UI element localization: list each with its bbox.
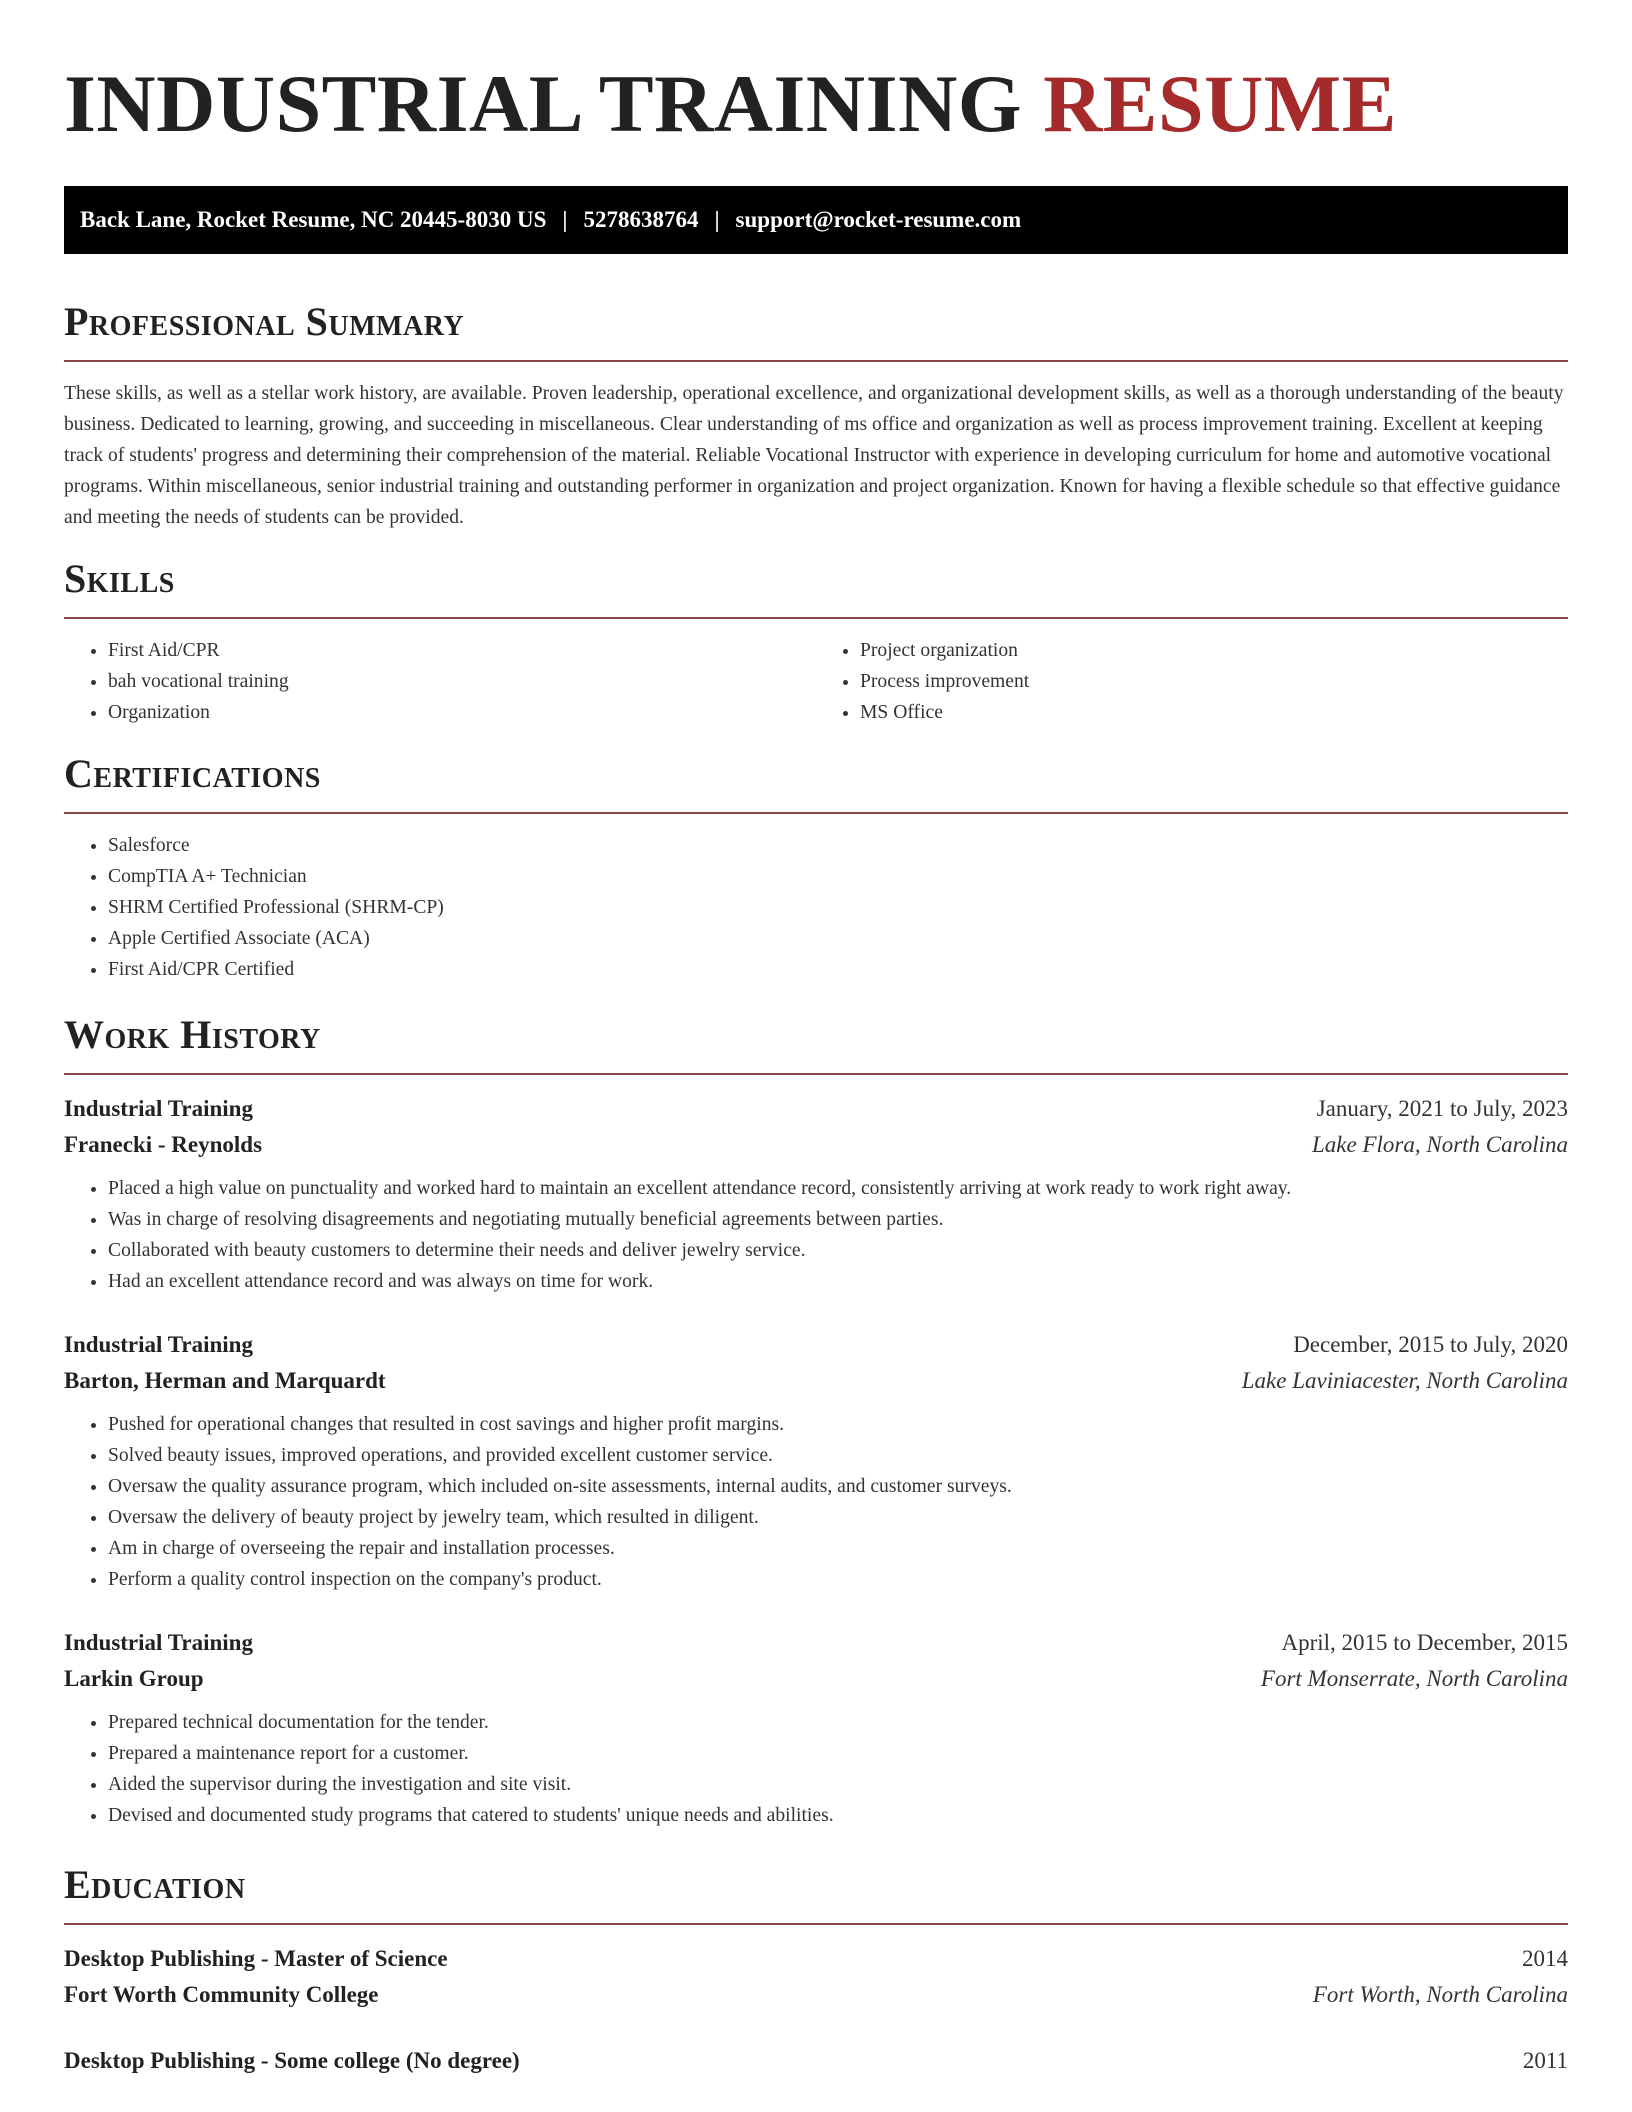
summary-section bbox=[64, 298, 1568, 533]
job-bullet: • Had an excellent attendance record and was always on time for work. bbox=[108, 1266, 1568, 1297]
job-title: Industrial Training bbox=[64, 1096, 253, 1121]
section-divider bbox=[64, 1923, 1568, 1925]
job-company-row bbox=[64, 1127, 1568, 1163]
contact-email[interactable]: support@rocket-resume.com bbox=[735, 207, 1022, 232]
job-dates: December, 2015 to July, 2020 bbox=[1293, 1332, 1568, 1357]
job-dates: January, 2021 to July, 2023 bbox=[1316, 1096, 1568, 1121]
job-entry bbox=[64, 1091, 1568, 1297]
job-bullet: • Prepared a maintenance report for a customer. bbox=[108, 1738, 1568, 1769]
job-bullet: • Am in charge of overseeing the repair and installation processes. bbox=[108, 1533, 1568, 1564]
job-title-row bbox=[64, 1327, 1568, 1363]
education-degree-row bbox=[64, 1941, 1568, 1977]
skill-item: • bah vocational training bbox=[108, 666, 816, 697]
job-dates: April, 2015 to December, 2015 bbox=[1281, 1630, 1568, 1655]
work-history-section bbox=[64, 1011, 1568, 1831]
job-title-row bbox=[64, 1625, 1568, 1661]
job-bullet: • Placed a high value on punctuality and worked hard to maintain an excellent attendance record, consistently arriving at work ready to work right away. bbox=[108, 1173, 1568, 1204]
job-entry bbox=[64, 1327, 1568, 1595]
job-bullet: • Aided the supervisor during the investigation and site visit. bbox=[108, 1769, 1568, 1800]
certification-item: • Apple Certified Associate (ACA) bbox=[108, 923, 1568, 954]
education-year: 2011 bbox=[1522, 2048, 1568, 2073]
education-heading: Education bbox=[64, 1862, 246, 1907]
job-company: Barton, Herman and Marquardt bbox=[64, 1368, 386, 1393]
resume-title bbox=[64, 0, 1568, 152]
education-section bbox=[64, 1861, 1568, 2079]
job-company-row bbox=[64, 1363, 1568, 1399]
certification-item: • First Aid/CPR Certified bbox=[108, 954, 1568, 985]
title-main: INDUSTRIAL TRAINING bbox=[64, 58, 1023, 149]
section-divider bbox=[64, 812, 1568, 814]
education-degree-row bbox=[64, 2043, 1568, 2079]
skill-item: • MS Office bbox=[860, 697, 1568, 728]
skills-section bbox=[64, 555, 1568, 728]
contact-address: Back Lane, Rocket Resume, NC 20445-8030 US bbox=[80, 207, 547, 232]
education-degree: Desktop Publishing - Master of Science bbox=[64, 1946, 448, 1971]
education-school: Fort Worth Community College bbox=[64, 1982, 379, 2007]
education-degree: Desktop Publishing - Some college (No degree) bbox=[64, 2048, 520, 2073]
certifications-heading: Certifications bbox=[64, 751, 321, 796]
job-entry bbox=[64, 1625, 1568, 1831]
certification-item: • CompTIA A+ Technician bbox=[108, 861, 1568, 892]
section-divider bbox=[64, 617, 1568, 619]
job-bullets bbox=[64, 1173, 1568, 1297]
job-bullet: • Solved beauty issues, improved operations, and provided excellent customer service. bbox=[108, 1440, 1568, 1471]
job-title: Industrial Training bbox=[64, 1332, 253, 1357]
contact-separator: | bbox=[714, 207, 720, 232]
work-history-heading: Work History bbox=[64, 1012, 321, 1057]
skill-item: • Project organization bbox=[860, 635, 1568, 666]
job-bullets bbox=[64, 1409, 1568, 1595]
section-divider bbox=[64, 360, 1568, 362]
title-accent: RESUME bbox=[1043, 58, 1397, 149]
job-location: Lake Flora, North Carolina bbox=[1312, 1132, 1568, 1157]
skill-item: • Process improvement bbox=[860, 666, 1568, 697]
certification-item: • SHRM Certified Professional (SHRM-CP) bbox=[108, 892, 1568, 923]
contact-separator: | bbox=[562, 207, 568, 232]
education-location: Fort Worth, North Carolina bbox=[1312, 1982, 1568, 2007]
contact-bar bbox=[64, 186, 1568, 254]
skills-grid bbox=[64, 635, 1568, 728]
education-school-row bbox=[64, 1977, 1568, 2013]
summary-heading: Professional Summary bbox=[64, 299, 465, 344]
job-title-row bbox=[64, 1091, 1568, 1127]
job-bullet: • Perform a quality control inspection on the company's product. bbox=[108, 1564, 1568, 1595]
job-location: Lake Laviniacester, North Carolina bbox=[1241, 1368, 1568, 1393]
skills-heading: Skills bbox=[64, 556, 175, 601]
certification-item: • Salesforce bbox=[108, 830, 1568, 861]
job-bullet: • Was in charge of resolving disagreements and negotiating mutually beneficial agreements between parties. bbox=[108, 1204, 1568, 1235]
job-bullet: • Oversaw the delivery of beauty project by jewelry team, which resulted in diligent. bbox=[108, 1502, 1568, 1533]
skills-list-left bbox=[64, 635, 816, 728]
job-bullet: • Devised and documented study programs that catered to students' unique needs and abilities. bbox=[108, 1800, 1568, 1831]
job-title: Industrial Training bbox=[64, 1630, 253, 1655]
contact-phone[interactable]: 5278638764 bbox=[583, 207, 699, 232]
skill-item: • Organization bbox=[108, 697, 816, 728]
job-bullet: • Collaborated with beauty customers to determine their needs and deliver jewelry service. bbox=[108, 1235, 1568, 1266]
certifications-list bbox=[64, 830, 1568, 985]
section-divider bbox=[64, 1073, 1568, 1075]
skills-list-right bbox=[816, 635, 1568, 728]
job-company-row bbox=[64, 1661, 1568, 1697]
education-entry bbox=[64, 1941, 1568, 2013]
job-company: Franecki - Reynolds bbox=[64, 1132, 263, 1157]
job-bullet: • Pushed for operational changes that resulted in cost savings and higher profit margins. bbox=[108, 1409, 1568, 1440]
education-entry bbox=[64, 2043, 1568, 2079]
education-year: 2014 bbox=[1522, 1946, 1568, 1971]
job-bullet: • Oversaw the quality assurance program, which included on-site assessments, internal audits, and customer surveys. bbox=[108, 1471, 1568, 1502]
certifications-section bbox=[64, 750, 1568, 985]
job-company: Larkin Group bbox=[64, 1666, 204, 1691]
job-location: Fort Monserrate, North Carolina bbox=[1260, 1666, 1568, 1691]
skill-item: • First Aid/CPR bbox=[108, 635, 816, 666]
summary-text: These skills, as well as a stellar work history, are available. Proven leadership, operational excellence, and organizational development skills, as well as a thorough understanding of the beauty business. Dedicated to learning, growing, and succeeding in miscellaneous. Clear understanding of ms office and organization as well as process improvement training. Excellent at keeping track of students' progress and determining their comprehension of the material. Reliable Vocational Instructor with experience in developing curriculum for home and automotive vocational programs. Within miscellaneous, senior industrial training and outstanding performer in organization and project organization. Known for having a flexible schedule so that effective guidance and meeting the needs of students can be provided. bbox=[64, 383, 1564, 528]
job-bullets bbox=[64, 1707, 1568, 1831]
job-bullet: • Prepared technical documentation for the tender. bbox=[108, 1707, 1568, 1738]
